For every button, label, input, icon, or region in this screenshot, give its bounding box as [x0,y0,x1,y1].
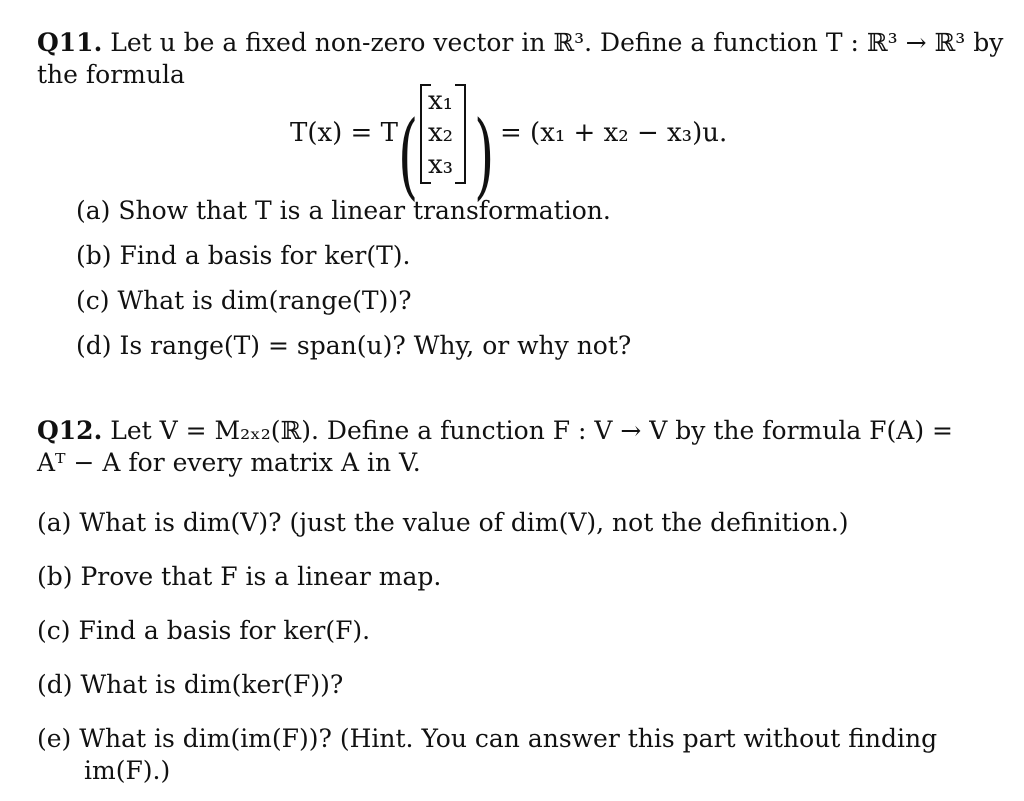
part-text: What is dim(im(F))? (Hint. You can answer this part without finding [79,724,938,753]
q12-intro-text: Let V = M₂ₓ₂(ℝ). Define a function F : V → V by the formula F(A) = [110,416,953,445]
part-text: Is range(T) = span(u)? Why, or why not? [119,331,632,360]
part-text: What is dim(V)? (just the value of dim(V), not the definition.) [79,508,849,537]
q12-part-e-continuation: im(F).) [84,756,171,785]
part-text: Prove that F is a linear map. [80,562,442,591]
q11-part-a [76,196,611,226]
part-label: (c) [76,286,110,315]
part-label: (a) [37,508,72,537]
q12-part-e [37,724,959,754]
equation-rhs: = (x₁ + x₂ − x₃)u. [500,118,728,148]
q11-part-c [76,286,412,316]
left-paren: ( [398,102,419,211]
part-label: (b) [37,562,73,591]
q11-intro-line-2: the formula [37,60,185,89]
q11-part-d [76,331,631,361]
part-text: Find a basis for ker(T). [119,241,411,270]
part-label: (d) [37,670,73,699]
part-label: (d) [76,331,112,360]
q12-intro-line-2: Aᵀ − A for every matrix A in V. [37,448,421,477]
part-text: Find a basis for ker(F). [78,616,371,645]
q12-part-a [37,508,849,538]
right-paren: ) [474,102,495,211]
q11-intro-text: Let u be a fixed non-zero vector in ℝ³. Define a function T : ℝ³ → ℝ³ by [110,28,1004,57]
matrix-entry-3: x₃ [428,150,454,180]
matrix-entry-1: x₁ [428,86,454,116]
part-text: Show that T is a linear transformation. [118,196,611,225]
part-text: What is dim(ker(F))? [80,670,344,699]
q12-part-c [37,616,370,646]
matrix-right-bracket [455,84,466,184]
part-label: (e) [37,724,72,753]
q11-part-b [76,241,410,271]
equation-lhs: T(x) = T [290,118,398,148]
matrix-entry-2: x₂ [428,118,454,148]
part-text: What is dim(range(T))? [117,286,412,315]
part-label: (b) [76,241,112,270]
part-label: (c) [37,616,71,645]
q11-number: Q11. [37,28,103,57]
q12-part-b [37,562,441,592]
q12-number: Q12. [37,416,103,445]
part-label: (a) [76,196,111,225]
q12-intro-line-1 [37,416,959,446]
q12-part-d [37,670,343,700]
